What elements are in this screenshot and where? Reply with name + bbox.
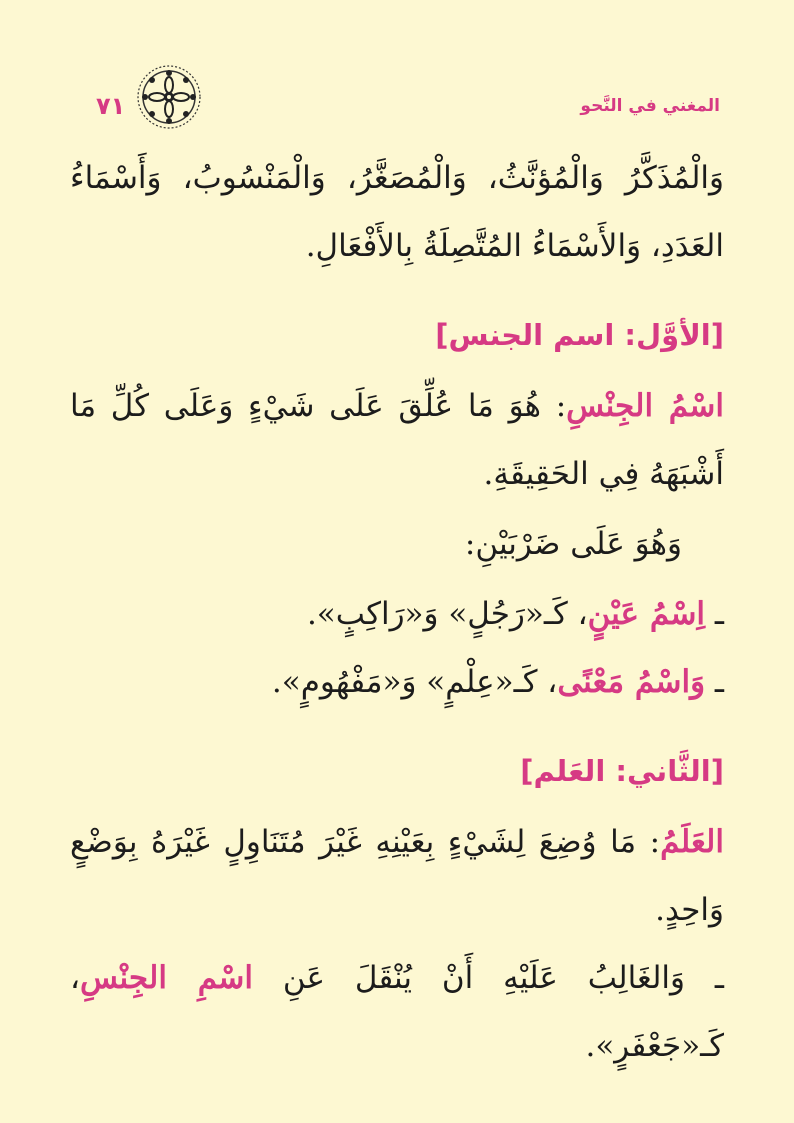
note-line-2: كَـ«جَعْفَرٍ». (585, 1028, 724, 1064)
definition-text: : مَا وُضِعَ لِشَيْءٍ بِعَيْنِهِ غَيْرَ مُتَنَاوِلٍ غَيْرَهُ بِوَضْعٍ (70, 824, 661, 860)
definition-term: اسْمُ الجِنْسِ (566, 388, 724, 424)
section-heading-proper-noun: [الثَّاني: العَلم] (520, 754, 724, 788)
definition-noun-of-genus (70, 388, 724, 425)
kinds-intro: وَهُوَ عَلَى ضَرْبَيْنِ: (464, 526, 682, 562)
list-item (70, 596, 724, 633)
list-dash: ـ (714, 960, 724, 996)
page-number: ٧١ (96, 92, 126, 120)
intro-line-1: وَالْمُذَكَّرُ وَالْمُؤنَّثُ، وَالْمُصَغَّرُ، وَالْمَنْسُوبُ، وَأَسْمَاءُ (70, 160, 724, 196)
list-item-text: ، كَـ«عِلْمٍ» وَ«مَفْهُومٍ». (271, 664, 558, 700)
definition-term: العَلَمُ (660, 824, 724, 860)
note-comma: ، (70, 960, 81, 996)
list-item (70, 664, 724, 701)
list-item-term: وَاسْمُ مَعْنًى (557, 664, 706, 700)
definition-text: : هُوَ مَا عُلِّقَ عَلَى شَيْءٍ وَعَلَى كُلِّ مَا (70, 388, 567, 424)
note-text: وَالغَالِبُ عَلَيْهِ أَنْ يُنْقَلَ عَنِ (282, 960, 686, 996)
list-dash: ـ (714, 664, 724, 700)
note-term: اسْمِ الجِنْسِ (80, 960, 253, 996)
list-item-term: اِسْمُ عَيْنٍ (587, 596, 706, 632)
list-dash: ـ (714, 596, 724, 632)
definition-proper-noun (70, 824, 724, 861)
intro-line-2: العَدَدِ، وَالأَسْمَاءُ المُتَّصِلَةُ بِالأَفْعَالِ. (305, 228, 724, 264)
definition-line-2: وَاحِدٍ. (655, 892, 724, 928)
note-line-1 (70, 960, 724, 997)
definition-line-2: أَشْبَهَهُ فِي الحَقِيقَةِ. (483, 456, 724, 492)
list-item-text: ، كَـ«رَجُلٍ» وَ«رَاكِبٍ». (306, 596, 588, 632)
running-title: المغني في النَّحو (580, 96, 720, 116)
section-heading-noun-of-genus: [الأوَّل: اسم الجنس] (435, 318, 724, 352)
